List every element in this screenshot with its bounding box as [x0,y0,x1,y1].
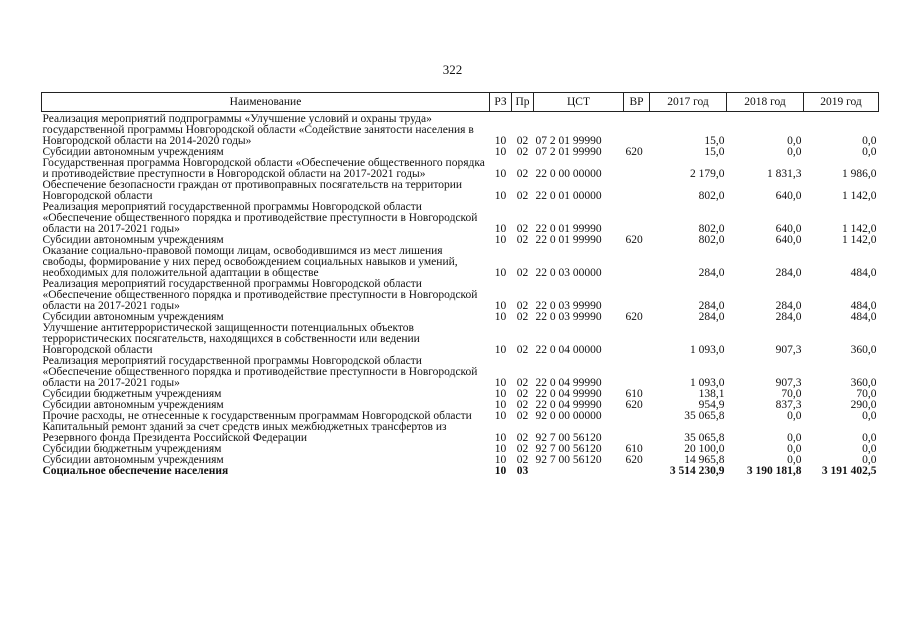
subsection-code-cell: 02 [516,344,529,356]
column-header: 2017 год [650,93,727,112]
row-name-cell: Прочие расходы, не отнесенные к государственным программам Новгородской области [42,410,472,422]
section-code-cell: 10 [494,410,507,422]
value-2019-cell: 1 142,0 [842,234,877,246]
subsection-code-cell: 02 [516,190,529,202]
value-2019-cell: 484,0 [850,311,877,323]
value-2019-cell: 0,0 [862,454,877,466]
value-2018-cell: 640,0 [775,223,802,235]
target-article-cell: 22 0 01 00000 [535,190,602,202]
subsection-code-cell: 02 [516,443,529,455]
section-code-cell: 10 [494,465,507,477]
target-article-cell: 22 0 03 99990 [535,300,602,312]
expense-type-cell [624,323,650,356]
column-header: Пр [512,93,534,112]
table-row [42,422,879,444]
section-code-cell: 10 [494,443,507,455]
section-code-cell: 10 [494,399,507,411]
row-name-cell: Реализация мероприятий государственной программы Новгородской области «Обеспечение общественного порядка и противодействие преступности в Новгородской области на 2017-2021 годы» [42,355,478,389]
column-header: ЦСТ [534,93,624,112]
value-2019-cell: 0,0 [862,146,877,158]
row-name-cell: Обеспечение безопасности граждан от противоправных посягательств на территории Новгородской области [42,179,463,202]
target-article-cell: 07 2 01 99990 [535,146,602,158]
value-2019-cell: 360,0 [850,377,877,389]
column-header: 2019 год [804,93,879,112]
target-article-cell [534,466,624,477]
target-article-cell: 22 0 03 00000 [535,267,602,279]
section-code-cell: 10 [494,454,507,466]
section-code-cell: 10 [494,300,507,312]
subsection-code-cell: 02 [516,146,529,158]
value-2019-cell: 484,0 [850,267,877,279]
expense-type-cell [624,158,650,180]
table-row [42,356,879,389]
target-article-cell: 92 7 00 56120 [535,443,602,455]
section-code-cell: 10 [494,223,507,235]
target-article-cell: 92 7 00 56120 [535,432,602,444]
target-article-cell: 22 0 04 99990 [535,388,602,400]
column-header: Наименование [42,93,490,112]
row-name-cell: Субсидии автономным учреждениям [42,311,224,323]
subsection-code-cell: 02 [516,234,529,246]
expense-type-cell [624,279,650,312]
target-article-cell: 22 0 04 00000 [535,344,602,356]
value-2018-cell: 284,0 [775,267,802,279]
budget-table [41,92,879,477]
column-header: РЗ [490,93,512,112]
section-code-cell: 10 [494,135,507,147]
value-2019-cell: 0,0 [862,443,877,455]
value-2018-cell: 837,3 [775,399,802,411]
target-article-cell: 22 0 01 99990 [535,234,602,246]
expense-type-cell: 620 [625,234,643,246]
subsection-code-cell: 02 [516,399,529,411]
value-2017-cell: 284,0 [698,267,725,279]
value-2017-cell: 1 093,0 [690,344,725,356]
section-code-cell: 10 [494,146,507,158]
value-2018-cell: 284,0 [775,300,802,312]
row-name-cell: Реализация мероприятий государственной программы Новгородской области «Обеспечение общественного порядка и противодействие преступности в Новгородской области на 2017-2021 годы» [42,201,478,235]
target-article-cell: 92 0 00 00000 [535,410,602,422]
section-code-cell: 10 [494,432,507,444]
expense-type-cell [624,112,650,148]
value-2018-cell: 640,0 [775,190,802,202]
value-2019-cell: 1 142,0 [842,223,877,235]
target-article-cell: 22 0 04 99990 [535,399,602,411]
expense-type-cell [624,356,650,389]
expense-type-cell: 620 [625,311,643,323]
row-name-cell: Реализация мероприятий государственной программы Новгородской области «Обеспечение общественного порядка и противодействие преступности в Новгородской области на 2017-2021 годы» [42,278,478,312]
column-header: 2018 год [727,93,804,112]
row-name-cell: Капитальный ремонт зданий за счет средств иных межбюджетных трансфертов из Резервного фонда Президента Российской Федерации [42,421,447,444]
section-code-cell: 10 [494,168,507,180]
expense-type-cell [624,246,650,279]
table-row [42,202,879,235]
table-header [42,93,879,112]
subsection-code-cell: 02 [516,311,529,323]
expense-type-cell: 610 [625,443,643,455]
expense-type-cell [624,422,650,444]
value-2017-cell: 2 179,0 [690,168,725,180]
value-2018-cell: 0,0 [787,443,802,455]
value-2018-cell: 907,3 [775,377,802,389]
subsection-code-cell: 02 [516,300,529,312]
value-2018-cell: 0,0 [787,454,802,466]
table-row [42,466,879,477]
subsection-code-cell: 02 [516,223,529,235]
value-2017-cell: 284,0 [698,311,725,323]
value-2019-cell: 0,0 [862,135,877,147]
value-2019-cell: 0,0 [862,410,877,422]
target-article-cell: 22 0 04 99990 [535,377,602,389]
subsection-code-cell: 02 [516,410,529,422]
value-2018-cell: 0,0 [787,410,802,422]
target-article-cell: 07 2 01 99990 [535,135,602,147]
table-row [42,246,879,279]
subsection-code-cell: 02 [516,267,529,279]
table-row [42,323,879,356]
value-2019-cell: 3 191 402,5 [821,465,877,477]
value-2017-cell: 20 100,0 [684,443,725,455]
row-name-cell: Реализация мероприятий подпрограммы «Улучшение условий и охраны труда» государственной программы Новгородской области «Содействие занятости населения в Новгородской области на 2014-2020 годы» [42,113,474,147]
subsection-code-cell: 03 [516,465,529,477]
value-2019-cell: 1 986,0 [842,168,877,180]
value-2017-cell: 954,9 [698,399,725,411]
expense-type-cell: 610 [625,388,643,400]
table-row [42,279,879,312]
value-2017-cell: 15,0 [704,135,725,147]
value-2018-cell: 0,0 [787,432,802,444]
row-name-cell: Улучшение антитеррористической защищенности потенциальных объектов террористических посягательств, находящихся в собственности или ведении Новгородской области [42,322,420,356]
target-article-cell: 22 0 01 99990 [535,223,602,235]
section-code-cell: 10 [494,388,507,400]
target-article-cell: 22 0 03 99990 [535,311,602,323]
value-2017-cell: 35 065,8 [684,410,725,422]
section-code-cell: 10 [494,311,507,323]
table-body [42,112,879,478]
subsection-code-cell: 02 [516,135,529,147]
section-code-cell: 10 [494,190,507,202]
expense-type-cell: 620 [625,399,643,411]
value-2019-cell: 0,0 [862,432,877,444]
value-2018-cell: 3 190 181,8 [746,465,802,477]
value-2018-cell: 70,0 [781,388,802,400]
row-name-cell: Субсидии автономным учреждениям [42,234,224,246]
row-name-cell: Субсидии автономным учреждениям [42,146,224,158]
value-2017-cell: 802,0 [698,190,725,202]
value-2017-cell: 802,0 [698,234,725,246]
expense-type-cell [624,202,650,235]
table-row [42,112,879,148]
value-2018-cell: 640,0 [775,234,802,246]
section-code-cell: 10 [494,344,507,356]
value-2018-cell: 284,0 [775,311,802,323]
value-2019-cell: 360,0 [850,344,877,356]
row-name-cell: Субсидии бюджетным учреждениям [42,443,222,455]
page-number: 322 [442,62,463,77]
subsection-code-cell: 02 [516,454,529,466]
row-name-cell: Социальное обеспечение населения [42,465,229,477]
value-2019-cell: 1 142,0 [842,190,877,202]
row-name-cell: Субсидии автономным учреждениям [42,399,224,411]
table-row [42,180,879,202]
value-2017-cell: 3 514 230,9 [669,465,725,477]
expense-type-cell: 620 [625,146,643,158]
target-article-cell: 92 7 00 56120 [535,454,602,466]
value-2017-cell: 138,1 [698,388,725,400]
value-2017-cell: 802,0 [698,223,725,235]
value-2018-cell: 0,0 [787,146,802,158]
value-2019-cell: 70,0 [856,388,877,400]
target-article-cell: 22 0 00 00000 [535,168,602,180]
expense-type-cell [624,411,650,422]
value-2018-cell: 1 831,3 [767,168,802,180]
row-name-cell: Субсидии бюджетным учреждениям [42,388,222,400]
subsection-code-cell: 02 [516,168,529,180]
value-2017-cell: 1 093,0 [690,377,725,389]
row-name-cell: Оказание социально-правовой помощи лицам, освободившимся из мест лишения свободы, формирование у них перед освобождением социальных навыков и умений, необходимых для положительной адаптации в обществе [42,245,458,279]
subsection-code-cell: 02 [516,432,529,444]
subsection-code-cell: 02 [516,377,529,389]
expense-type-cell: 620 [625,454,643,466]
section-code-cell: 10 [494,234,507,246]
row-name-cell: Субсидии автономным учреждениям [42,454,224,466]
value-2018-cell: 907,3 [775,344,802,356]
value-2017-cell: 15,0 [704,146,725,158]
expense-type-cell [624,180,650,202]
expense-type-cell [624,466,650,477]
value-2017-cell: 14 965,8 [684,454,725,466]
value-2017-cell: 35 065,8 [684,432,725,444]
value-2017-cell: 284,0 [698,300,725,312]
column-header: ВР [624,93,650,112]
table-row [42,158,879,180]
value-2019-cell: 484,0 [850,300,877,312]
row-name-cell: Государственная программа Новгородской области «Обеспечение общественного порядка и противодействие преступности в Новгородской области на 2017-2021 годы» [42,157,485,180]
section-code-cell: 10 [494,377,507,389]
value-2018-cell: 0,0 [787,135,802,147]
subsection-code-cell: 02 [516,388,529,400]
section-code-cell: 10 [494,267,507,279]
value-2019-cell: 290,0 [850,399,877,411]
